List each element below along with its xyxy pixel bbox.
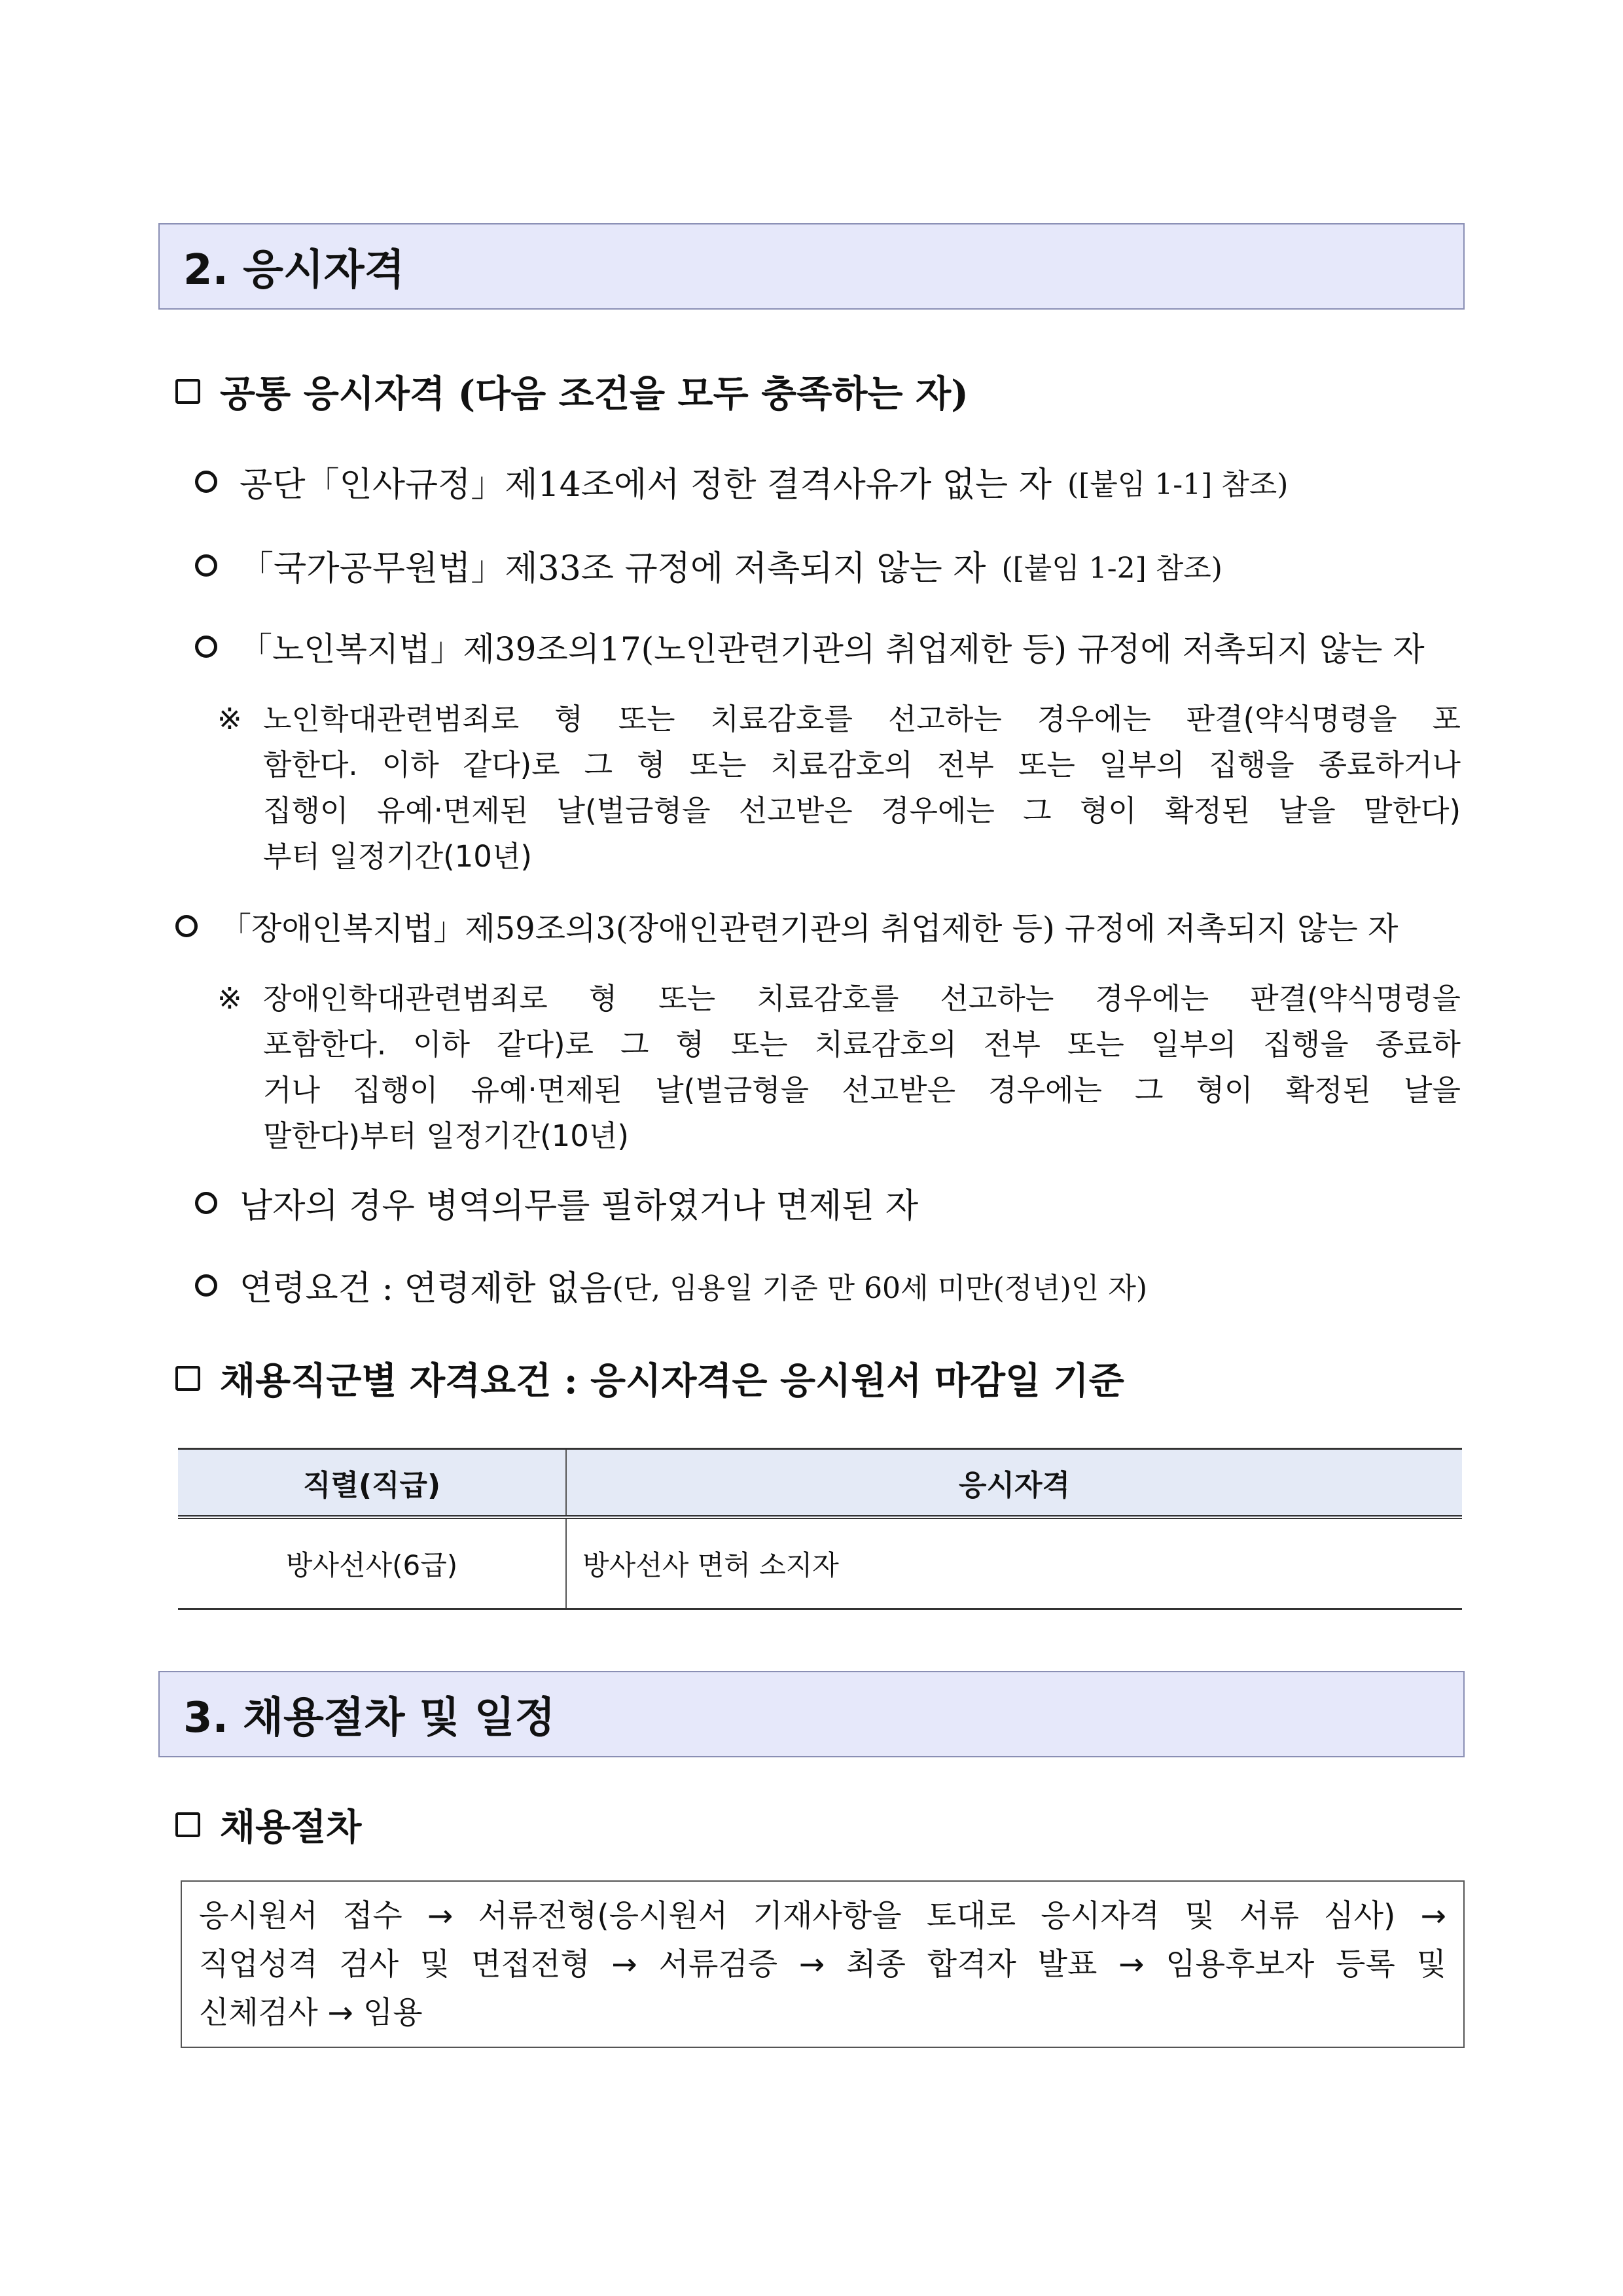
heading-text: 공통 응시자격 (다음 조건을 모두 충족하는 자) — [220, 372, 969, 416]
item-text: 연령요건 : 연령제한 없음 — [240, 1269, 613, 1308]
note-line: 장애인학대관련범죄로 형 또는 치료감호를 선고하는 경우에는 판결(약식명령을 — [263, 981, 1461, 1016]
circle-bullet-icon — [195, 554, 217, 577]
procedure-heading — [175, 1799, 361, 1851]
circle-bullet-icon — [195, 1192, 217, 1214]
procedure-line: 직업성격 검사 및 면접전형 → 서류검증 → 최종 합격자 발표 → 임용후보자 등록 및 — [199, 1946, 1446, 1982]
note-line: 집행이 유예‧면제된 날(벌금형을 선고받은 경우에는 그 형이 확정된 날을 말한다) — [263, 793, 1461, 828]
circle-bullet-icon — [195, 471, 217, 493]
item-text: 「국가공무원법」제33조 규정에 저촉되지 않는 자 — [240, 549, 986, 588]
table-cell-position: 방사선사(6급) — [178, 1517, 566, 1609]
note-line: 함한다. 이하 같다)로 그 형 또는 치료감호의 전부 또는 일부의 집행을 종료하거나 — [263, 747, 1461, 782]
qualification-item-3 — [195, 623, 1425, 670]
section-title: 2. 응시자격 — [183, 246, 405, 295]
square-bullet-icon — [175, 1812, 200, 1837]
qualification-item-6 — [195, 1261, 1147, 1310]
item-reference: ([붙임 1-2] 참조) — [1001, 551, 1222, 585]
qualification-item-4 — [175, 903, 1398, 948]
heading-text: 채용직군별 자격요건 : 응시자격은 응시원서 마감일 기준 — [220, 1359, 1124, 1403]
section-title: 3. 채용절차 및 일정 — [183, 1694, 556, 1742]
note-disabled-abuse — [217, 976, 1461, 1159]
note-line: 부터 일정기간(10년) — [263, 839, 532, 874]
item-text: 남자의 경우 병역의무를 필하였거나 면제된 자 — [240, 1187, 919, 1226]
column-header-position: 직렬(직급) — [178, 1449, 566, 1518]
job-qualification-heading — [175, 1352, 1124, 1405]
item-subtext: (단, 임용일 기준 만 60세 미만(정년)인 자) — [612, 1271, 1148, 1305]
table-row — [178, 1517, 1462, 1609]
section-header-procedure — [158, 1671, 1465, 1757]
heading-text: 채용절차 — [220, 1806, 362, 1849]
section-header-qualification — [158, 223, 1465, 310]
circle-bullet-icon — [195, 1274, 217, 1297]
reference-mark: ※ — [217, 702, 242, 736]
item-text: 「노인복지법」제39조의17(노인관련기관의 취업제한 등) 규정에 저촉되지 않는 자 — [240, 630, 1425, 668]
circle-bullet-icon — [195, 636, 217, 658]
note-line: 말한다)부터 일정기간(10년) — [263, 1119, 629, 1153]
item-reference: ([붙임 1-1] 참조) — [1067, 467, 1289, 501]
item-text: 「장애인복지법」제59조의3(장애인관련기관의 취업제한 등) 규정에 저촉되지 않는 자 — [220, 910, 1399, 947]
reference-mark: ※ — [217, 981, 242, 1016]
column-header-qualification: 응시자격 — [566, 1449, 1462, 1518]
note-line: 포함한다. 이하 같다)로 그 형 또는 치료감호의 전부 또는 일부의 집행을 종료하 — [263, 1027, 1461, 1062]
square-bullet-icon — [175, 379, 200, 404]
item-text: 공단「인사규정」제14조에서 정한 결격사유가 없는 자 — [240, 465, 1052, 505]
common-qualification-heading — [175, 365, 969, 418]
table-header-row — [178, 1449, 1462, 1518]
qualification-item-1 — [195, 457, 1288, 506]
note-line: 노인학대관련범죄로 형 또는 치료감호를 선고하는 경우에는 판결(약식명령을 포 — [263, 702, 1461, 736]
procedure-line: 응시원서 접수 → 서류전형(응시원서 기재사항을 토대로 응시자격 및 서류 심사) → — [199, 1898, 1446, 1934]
square-bullet-icon — [175, 1366, 200, 1391]
note-line: 거나 집행이 유예‧면제된 날(벌금형을 선고받은 경우에는 그 형이 확정된 날을 — [263, 1073, 1461, 1107]
procedure-box — [181, 1880, 1465, 2048]
table-cell-qualification: 방사선사 면허 소지자 — [566, 1517, 1462, 1609]
qualification-table — [178, 1448, 1462, 1610]
qualification-item-5 — [195, 1178, 918, 1227]
procedure-line: 신체검사 → 임용 — [199, 1995, 423, 2031]
circle-bullet-icon — [175, 915, 198, 937]
note-elderly-abuse — [217, 696, 1461, 880]
qualification-item-2 — [195, 541, 1222, 590]
